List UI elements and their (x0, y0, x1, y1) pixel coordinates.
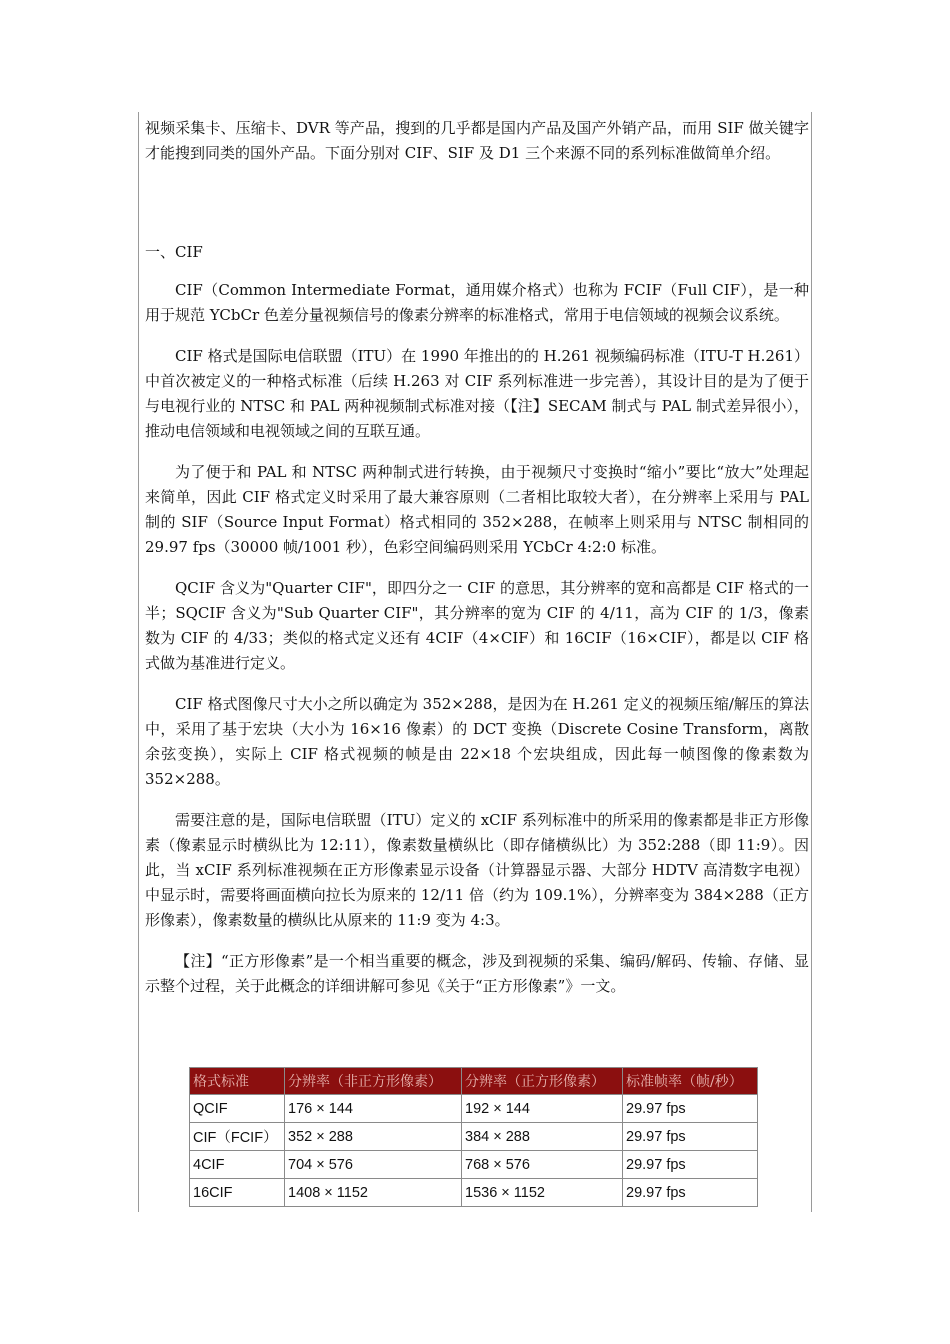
paragraph-cif-definition: CIF（Common Intermediate Format，通用媒介格式）也称为 FCIF（Full CIF），是一种用于规范 YCbCr 色差分量视频信号的像素分辨率的标准格式，常用于电信领域的视频会议系统。 (145, 281, 809, 324)
cell-format: QCIF (190, 1095, 285, 1123)
paragraph-pixel-aspect: 需要注意的是，国际电信联盟（ITU）定义的 xCIF 系列标准中的所采用的像素都是非正方形像素（像素显示时横纵比为 12:11），像素数量横纵比（即存储横纵比）为 352:288（即 11:9）。因此，当 xCIF 系列标准视频在正方形像素显示设备（计算器显示器、大部分 HDTV 高清数字电视）中显示时，需要将画面横向拉长为原来的 12/11 倍（约为 109.1%），分辨率变为 384×288（正方形像素），像素数量的横纵比从原来的 11:9 变为 4:3。 (145, 811, 809, 929)
cell-res-square: 1536 × 1152 (462, 1179, 623, 1207)
cell-format: CIF（FCIF） (190, 1123, 285, 1151)
paragraph-cif-origin: CIF 格式是国际电信联盟（ITU）在 1990 年推出的的 H.261 视频编码标准（ITU-T H.261）中首次被定义的一种格式标准（后续 H.263 对 CIF 系列标准进一步完善），其设计目的是为了便于与电视行业的 NTSC 和 PAL 两种视频制式标准对接（【注】SECAM 制式与 PAL 制式差异很小），推动电信领域和电视领域之间的互联互通。 (145, 347, 809, 440)
cell-res-nonsquare: 1408 × 1152 (285, 1179, 462, 1207)
cell-res-nonsquare: 176 × 144 (285, 1095, 462, 1123)
header-res-nonsquare: 分辨率（非正方形像素） (285, 1068, 462, 1095)
header-framerate: 标准帧率（帧/秒） (623, 1068, 758, 1095)
cell-format: 16CIF (190, 1179, 285, 1207)
paragraph-cif-size: CIF 格式图像尺寸大小之所以确定为 352×288，是因为在 H.261 定义的视频压缩/解压的算法中，采用了基于宏块（大小为 16×16 像素）的 DCT 变换（Discrete Cosine Transform，离散余弦变换），实际上 CIF 格式视频的帧是由 22×18 个宏块组成，因此每一帧图像的像素数为 352×288。 (145, 695, 809, 788)
cell-res-square: 768 × 576 (462, 1151, 623, 1179)
format-table (189, 1067, 758, 1207)
header-format: 格式标准 (190, 1068, 285, 1095)
article-body (145, 116, 809, 999)
table-row (190, 1095, 758, 1123)
intro-paragraph: 视频采集卡、压缩卡、DVR 等产品，搜到的几乎都是国内产品及国产外销产品，而用 SIF 做关键字才能搜到同类的国外产品。下面分别对 CIF、SIF 及 D1 三个来源不同的系列标准做简单介绍。 (145, 119, 809, 162)
cell-framerate: 29.97 fps (623, 1179, 758, 1207)
cell-res-square: 192 × 144 (462, 1095, 623, 1123)
header-res-square: 分辨率（正方形像素） (462, 1068, 623, 1095)
cell-framerate: 29.97 fps (623, 1151, 758, 1179)
table-row (190, 1179, 758, 1207)
paragraph-qcif: QCIF 含义为"Quarter CIF"，即四分之一 CIF 的意思，其分辨率的宽和高都是 CIF 格式的一半；SQCIF 含义为"Sub Quarter CIF"，其分辨率的宽为 CIF 的 4/11，高为 CIF 的 1/3，像素数为 CIF 的 4/33；类似的格式定义还有 4CIF（4×CIF）和 16CIF（16×CIF），都是以 CIF 格式做为基准进行定义。 (145, 579, 809, 672)
cell-res-square: 384 × 288 (462, 1123, 623, 1151)
cell-format: 4CIF (190, 1151, 285, 1179)
cell-res-nonsquare: 352 × 288 (285, 1123, 462, 1151)
table-header-row (190, 1068, 758, 1095)
note-paragraph: 【注】“正方形像素”是一个相当重要的概念，涉及到视频的采集、编码/解码、传输、存储、显示整个过程，关于此概念的详细讲解可参见《关于“正方形像素”》一文。 (145, 952, 809, 995)
table-row (190, 1123, 758, 1151)
cell-res-nonsquare: 704 × 576 (285, 1151, 462, 1179)
cell-framerate: 29.97 fps (623, 1095, 758, 1123)
section-heading: 一、CIF (145, 243, 203, 261)
table-row (190, 1151, 758, 1179)
cell-framerate: 29.97 fps (623, 1123, 758, 1151)
paragraph-cif-compat: 为了便于和 PAL 和 NTSC 两种制式进行转换，由于视频尺寸变换时“缩小”要比“放大”处理起来简单，因此 CIF 格式定义时采用了最大兼容原则（二者相比取较大者），在分辨率上采用与 PAL 制的 SIF（Source Input Format）格式相同的 352×288，在帧率上则采用与 NTSC 制相同的 29.97 fps（30000 帧/1001 秒），色彩空间编码则采用 YCbCr 4:2:0 标准。 (145, 463, 809, 556)
